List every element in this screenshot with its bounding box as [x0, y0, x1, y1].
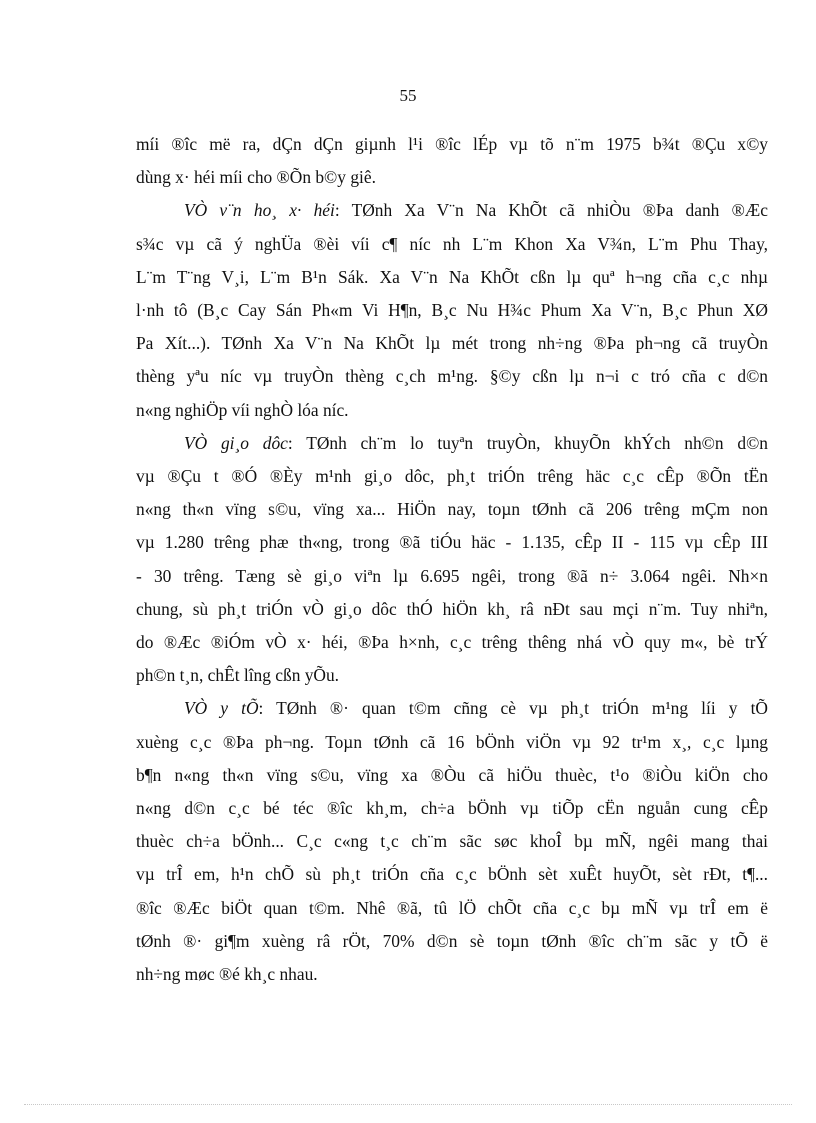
text-line: vµ trÎ em, h¹n chÕ sù ph¸t triÓn cña c¸c bÖnh sèt xuÊt huyÕt, sèt rÐt, t¶... — [136, 864, 768, 885]
page-number: 55 — [399, 86, 417, 105]
text-line: s¾c vµ cã ý nghÜa ®èi víi c¶ níc nh L¨m Khon Xa V¾n, L¨m Phu Thay, — [136, 233, 768, 254]
text-line: ®îc ®Æc biÖt quan t©m. Nhê ®ã, tû lÖ chÕt cña c¸c bµ mÑ vµ trÎ em ë — [136, 897, 768, 918]
text-line: thuèc ch÷a bÖnh... C¸c c«ng t¸c ch¨m sãc søc khoÎ bµ mÑ, ngêi mang thai — [136, 831, 768, 852]
text-line: nh÷ng møc ®é kh¸c nhau. — [136, 964, 318, 985]
text-line: vµ 1.280 trêng phæ th«ng, trong ®ã tiÓu häc - 1.135, cÊp II - 115 vµ cÊp III — [136, 532, 768, 553]
section-lead-culture: VÒ v¨n ho¸ x· héi — [184, 200, 335, 221]
text-line: l·nh tô (B¸c Cay Sán Ph«m Vi H¶n, B¸c Nu H¾c Phum Xa V¨n, B¸c Phun XØ — [136, 300, 768, 321]
text-segment: : TØnh ch¨m lo tuyªn truyÒn, khuyÕn khÝch nh©n d©n — [287, 432, 768, 453]
text-line — [136, 692, 768, 725]
section-lead-education: VÒ gi¸o dôc — [184, 432, 288, 453]
text-line — [136, 194, 768, 227]
text-line: míi ®îc më ra, dÇn dÇn giµnh l¹i ®îc lÉp vµ tõ n¨m 1975 b¾t ®Çu x©y — [136, 134, 768, 154]
paragraph-intro-continuation — [136, 128, 768, 194]
text-line: b¶n n«ng th«n vïng s©u, vïng xa ®Òu cã hiÖu thuèc, t¹o ®iÒu kiÖn cho — [136, 764, 768, 785]
text-line — [136, 427, 768, 460]
text-line: vµ ®Çu t ®Ó ®Èy m¹nh gi¸o dôc, ph¸t triÓn trêng häc c¸c cÊp ®Õn tËn — [136, 466, 768, 487]
text-line: tØnh ®· gi¶m xuèng râ rÖt, 70% d©n sè toµn tØnh ®îc ch¨m sãc y tÕ ë — [136, 930, 768, 951]
text-line: n«ng th«n vïng s©u, vïng xa... HiÖn nay, toµn tØnh cã 206 trêng mÇm non — [136, 499, 768, 520]
paragraph-health — [136, 692, 768, 991]
body-text — [136, 128, 768, 991]
text-line: L¨m T¨ng V¸i, L¨m B¹n Sák. Xa V¨n Na KhÕt cßn lµ quª h¬ng cña c¸c nhµ — [136, 266, 768, 287]
text-line: dùng x· héi míi cho ®Õn b©y giê. — [136, 167, 376, 188]
text-line: xuèng c¸c ®Þa ph¬ng. Toµn tØnh cã 16 bÖnh viÖn vµ 92 tr¹m x¸, c¸c lµng — [136, 731, 768, 752]
text-line: thèng yªu níc vµ truyÒn thèng c¸ch m¹ng. §©y cßn lµ n¬i c tró cña c d©n — [136, 366, 768, 387]
text-segment: : TØnh Xa V¨n Na KhÕt cã nhiÒu ®Þa danh ®Æc — [334, 200, 768, 221]
paragraph-education — [136, 427, 768, 693]
paragraph-culture-society — [136, 194, 768, 426]
text-line: chung, sù ph¸t triÓn vÒ gi¸o dôc thÓ hiÖn kh¸ râ nÐt sau mçi n¨m. Tuy nhiªn, — [136, 598, 768, 619]
text-line: n«ng d©n c¸c bé téc ®îc kh¸m, ch÷a bÖnh vµ tiÕp cËn nguån cung cÊp — [136, 798, 768, 819]
section-lead-health: VÒ y tÕ — [184, 698, 259, 719]
text-line: ph©n t¸n, chÊt lîng cßn yÕu. — [136, 665, 340, 686]
text-segment: : TØnh ®· quan t©m cñng cè vµ ph¸t triÓn m¹ng líi y tÕ — [258, 698, 768, 719]
text-line: n«ng nghiÖp víi nghÒ lóa níc. — [136, 399, 349, 420]
text-line: do ®Æc ®iÓm vÒ x· héi, ®Þa h×nh, c¸c trêng thêng nhá vÒ quy m«, bè trÝ — [136, 632, 768, 653]
page-bottom-dotted-rule — [24, 1104, 792, 1105]
text-line: - 30 trêng. Tæng sè gi¸o viªn lµ 6.695 ngêi, trong ®ã n÷ 3.064 ngêi. Nh×n — [136, 565, 768, 586]
text-line: Pa Xít...). TØnh Xa V¨n Na KhÕt lµ mét trong nh÷ng ®Þa ph¬ng cã truyÒn — [136, 333, 768, 354]
